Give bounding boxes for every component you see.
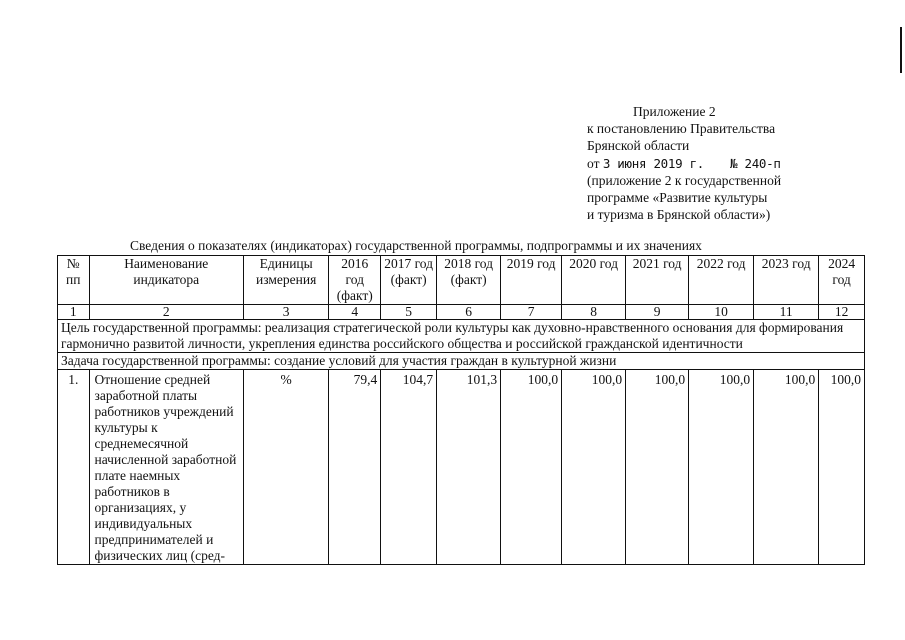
header-cell: 2022 год <box>689 256 754 305</box>
column-number-cell: 3 <box>243 305 328 320</box>
value-2021: 100,0 <box>626 370 689 565</box>
appendix-line-3 <box>587 155 887 172</box>
value-2016: 79,4 <box>329 370 381 565</box>
appendix-date: 3 июня 2019 г. <box>602 155 705 171</box>
value-2023: 100,0 <box>754 370 819 565</box>
goal-row <box>58 320 865 353</box>
value-2020: 100,0 <box>562 370 626 565</box>
page-edge-mark <box>900 27 902 73</box>
appendix-line-6: и туризма в Брянской области») <box>587 207 771 223</box>
column-number-cell: 4 <box>329 305 381 320</box>
header-row <box>58 256 865 305</box>
column-number-cell: 2 <box>89 305 243 320</box>
appendix-line-1: к постановлению Правительства <box>587 121 776 137</box>
column-number-cell: 9 <box>626 305 689 320</box>
header-cell: 2023 год <box>754 256 819 305</box>
column-number-cell: 1 <box>58 305 90 320</box>
appendix-block <box>587 103 887 223</box>
header-cell: 2018 год (факт) <box>437 256 501 305</box>
table-row <box>58 370 865 565</box>
appendix-line-4: (приложение 2 к государственной <box>587 172 782 188</box>
row-index: 1. <box>58 370 90 565</box>
header-cell: Единицы измерения <box>243 256 328 305</box>
table-caption: Сведения о показателях (индикаторах) государственной программы, подпрограммы и их значениях <box>130 238 702 253</box>
header-cell: 2016 год (факт) <box>329 256 381 305</box>
header-cell: 2021 год <box>626 256 689 305</box>
value-2019: 100,0 <box>501 370 562 565</box>
column-number-cell: 11 <box>754 305 819 320</box>
value-2018: 101,3 <box>437 370 501 565</box>
header-cell: 2020 год <box>562 256 626 305</box>
header-cell: 2019 год <box>501 256 562 305</box>
header-cell: 2017 год (факт) <box>381 256 437 305</box>
indicator-name: Отношение средней заработной платы работников учреждений культуры к среднемесячной начисленной заработной плате наемных работников в организациях, у индивидуальных предпринимателей и физических лиц (сред- <box>94 372 237 563</box>
value-2017: 104,7 <box>381 370 437 565</box>
appendix-line-2: Брянской области <box>587 138 690 154</box>
header-cell: № пп <box>58 256 90 305</box>
header-cell: 2024 год <box>819 256 865 305</box>
appendix-title: Приложение 2 <box>633 104 716 119</box>
task-row <box>58 353 865 370</box>
header-cell: Наименование индикатора <box>89 256 243 305</box>
column-number-cell: 12 <box>819 305 865 320</box>
unit-cell: % <box>243 370 328 565</box>
column-number-cell: 5 <box>381 305 437 320</box>
indicators-table <box>57 255 865 565</box>
column-number-cell: 8 <box>562 305 626 320</box>
program-task: Задача государственной программы: создание условий для участия граждан в культурной жизни <box>58 353 865 370</box>
program-goal: Цель государственной программы: реализация стратегической роли культуры как духовно-нравственного основания для формирования гармонично развитой личности, укрепления единства российского общества и российской гражданской идентичности <box>58 320 865 353</box>
value-2024: 100,0 <box>819 370 865 565</box>
column-number-cell: 6 <box>437 305 501 320</box>
column-number-cell: 10 <box>689 305 754 320</box>
indicator-cell <box>89 370 243 565</box>
appendix-decree-number: № 240-п <box>730 155 781 171</box>
value-2022: 100,0 <box>689 370 754 565</box>
appendix-line-5: программе «Развитие культуры <box>587 190 768 206</box>
column-number-cell: 7 <box>501 305 562 320</box>
appendix-date-prefix: от <box>587 155 600 171</box>
column-number-row <box>58 305 865 320</box>
